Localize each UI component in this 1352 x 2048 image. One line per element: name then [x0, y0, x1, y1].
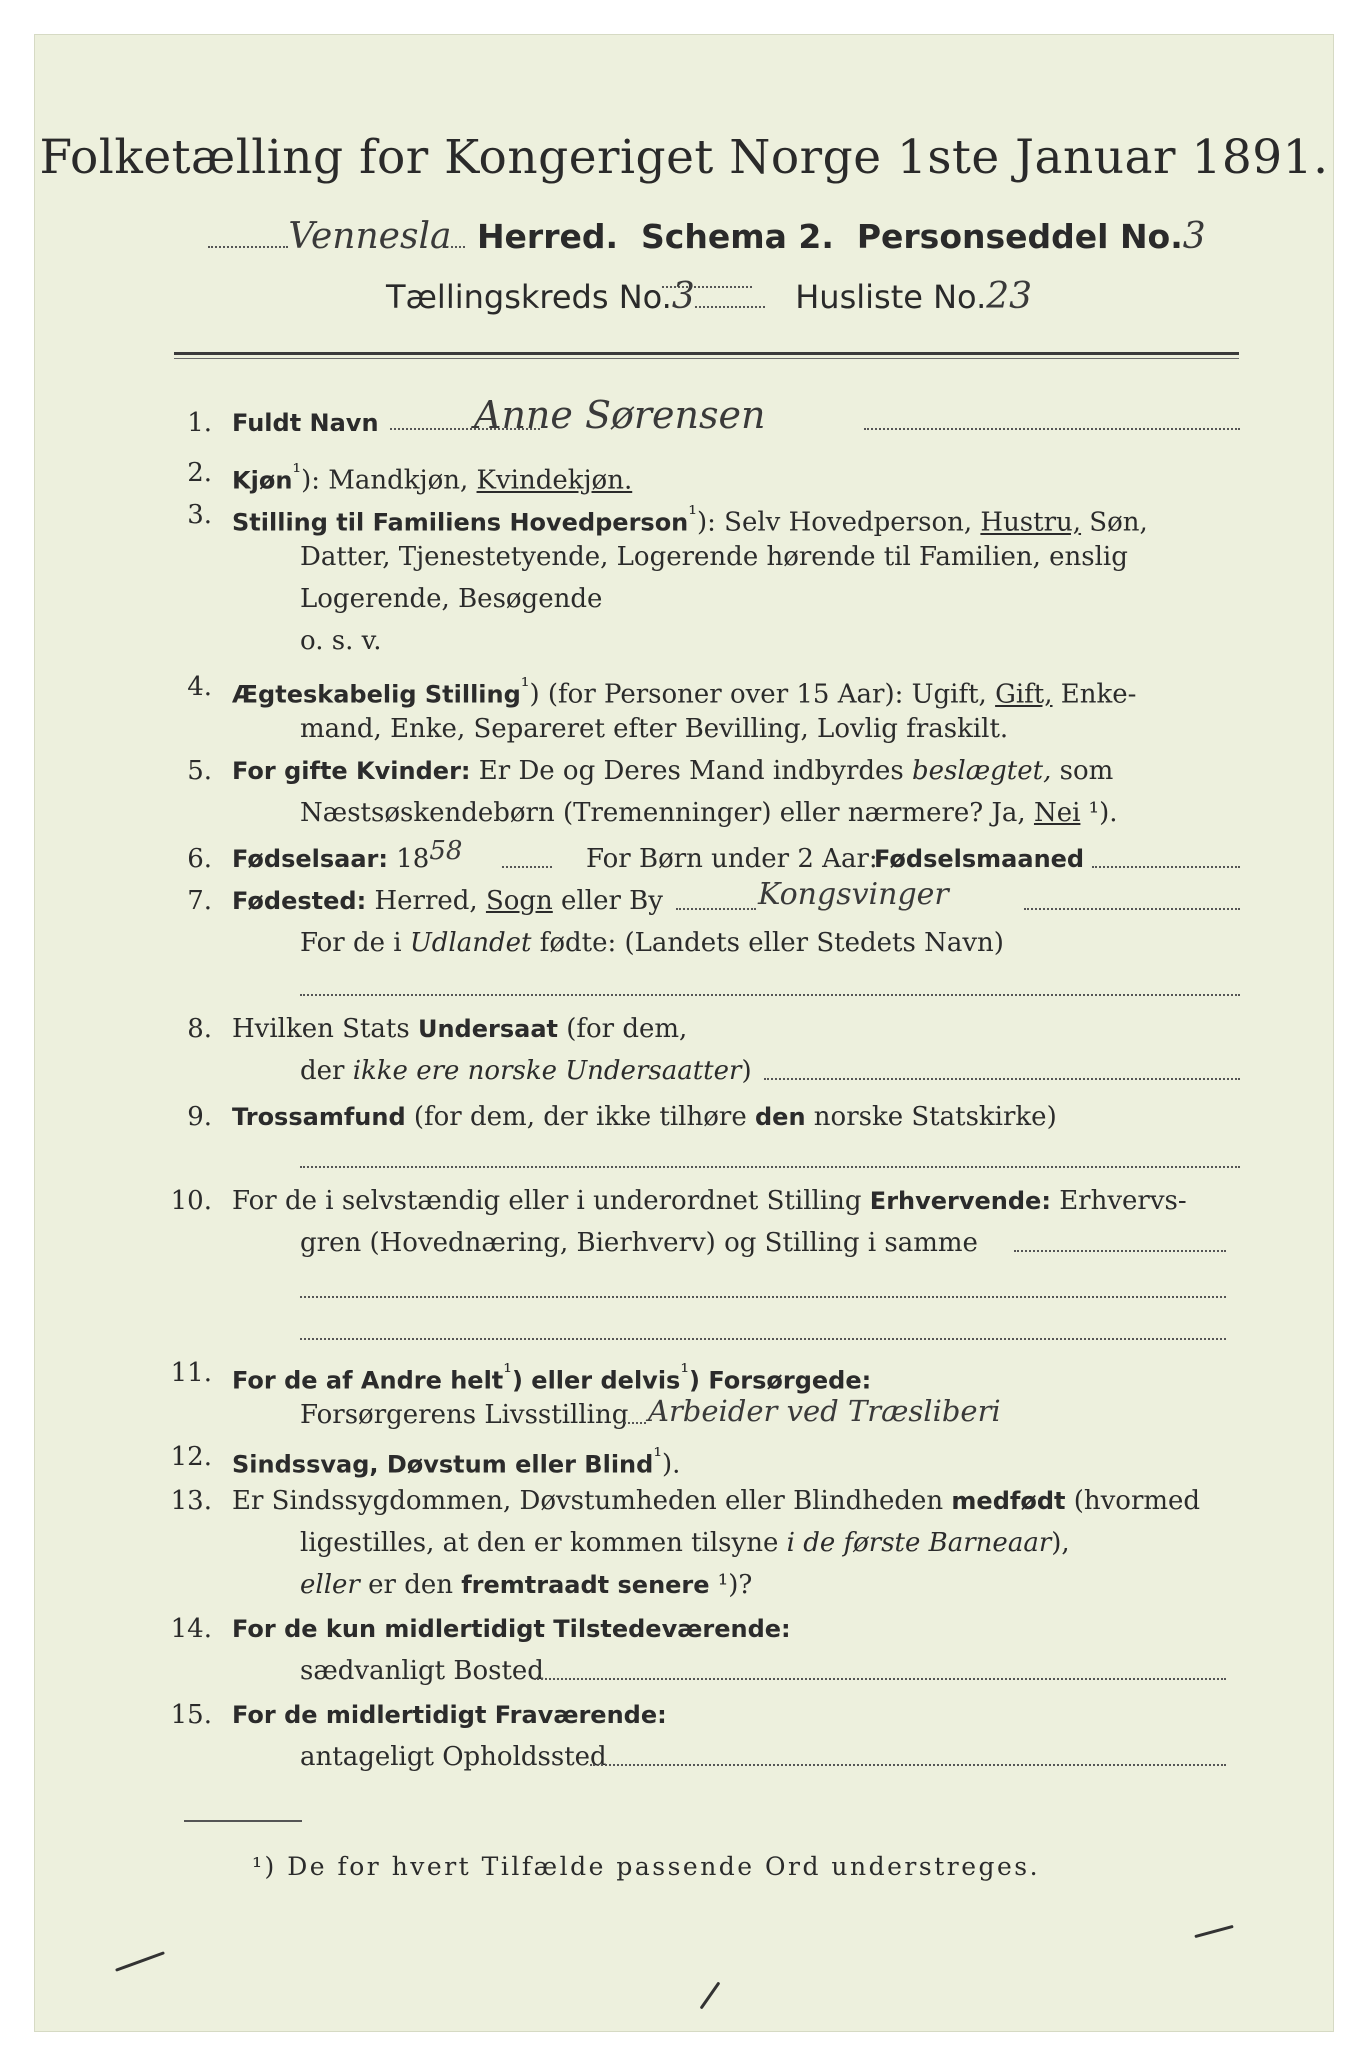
footnote-mark: ¹	[292, 460, 302, 485]
question-text: er den	[359, 1570, 462, 1600]
question-text: antageligt Opholdssted	[300, 1742, 607, 1772]
pen-mark	[700, 1982, 721, 2010]
question-text: som	[1051, 756, 1114, 786]
question-label: Fødselsaar:	[232, 845, 388, 873]
question-text: norske Statskirke)	[805, 1102, 1057, 1132]
question-text: eller By	[552, 886, 663, 916]
underlined-choice: Sogn	[485, 886, 553, 916]
footnote-rule	[184, 1820, 302, 1822]
header-rule-thin	[174, 358, 1239, 359]
question-text: (for dem, der ikke tilhøre	[405, 1102, 755, 1132]
answer-line	[300, 1338, 1226, 1340]
question-text: Er Sindssygdommen, Døvstumheden eller Blindheden	[232, 1486, 952, 1516]
question-number: 5.	[187, 756, 212, 786]
question-text-italic: i de første Barneaar	[786, 1528, 1052, 1558]
underlined-choice: Hustru,	[980, 507, 1082, 538]
form-subheader-2	[184, 276, 1234, 317]
question-label: Sindssvag, Døvstum eller Blind	[232, 1450, 654, 1479]
answer-line	[300, 1166, 1240, 1168]
question-text: For de i	[300, 928, 410, 958]
footnote-mark: ¹	[653, 1444, 662, 1469]
question-text: mand, Enke, Separeret efter Bevilling, Lovlig fraskilt.	[300, 714, 1009, 744]
question-text: o. s. v.	[300, 626, 382, 656]
question-text: (for dem,	[557, 1014, 688, 1044]
question-label: Fødselsmaaned	[874, 845, 1085, 873]
herred-label: Herred.	[476, 217, 619, 256]
question-label: Ægteskabelig Stilling	[232, 680, 521, 709]
footnote-mark: ¹	[688, 502, 697, 527]
question-label: ) Forsørgede:	[689, 1366, 872, 1395]
header-rule	[174, 352, 1239, 355]
question-text: Enke-	[1052, 679, 1137, 710]
question-number: 4.	[187, 672, 212, 702]
herred-value: Vennesla	[288, 216, 452, 257]
question-number: 6.	[187, 844, 212, 874]
underlined-choice: Gift,	[995, 679, 1053, 710]
question-label: Kjøn	[232, 466, 293, 495]
question-text: ¹).	[1080, 798, 1118, 828]
answer-line	[300, 1296, 1226, 1298]
name-answer: Anne Sørensen	[474, 393, 766, 437]
question-number: 11.	[170, 1358, 212, 1388]
question-label: Trossamfund	[232, 1103, 406, 1131]
footnote-mark: ¹	[503, 1360, 512, 1385]
question-text: ligestilles, at den er kommen tilsyne	[300, 1528, 787, 1558]
schema-label: Schema 2.	[641, 217, 834, 256]
question-number: 15.	[170, 1700, 212, 1730]
question-text: Hvilken Stats	[232, 1014, 418, 1044]
pen-mark	[1194, 1925, 1233, 1938]
question-text: Datter, Tjenestetyende, Logerende hørende til Familien, enslig	[300, 542, 1128, 572]
question-number: 9.	[187, 1102, 212, 1132]
kreds-value: 3	[671, 276, 695, 317]
question-text-italic: Udlandet	[409, 928, 532, 958]
question-label: For de kun midlertidigt Tilstedeværende:	[232, 1615, 791, 1643]
kreds-label: Tællingskreds No.	[385, 278, 672, 316]
question-text: Herred,	[366, 886, 486, 916]
question-label: medfødt	[951, 1487, 1066, 1515]
birthplace-answer: Kongsvinger	[758, 877, 949, 912]
footnote-mark: ¹	[680, 1360, 690, 1385]
question-text: Næstsøskendebørn (Tremenninger) eller nærmere? Ja,	[300, 798, 1034, 828]
question-text-italic: ikke ere norske Undersaatter	[352, 1056, 742, 1086]
form-title: Folketælling for Kongeriget Norge 1ste Januar 1891.	[39, 130, 1329, 185]
footnote-mark: ¹	[520, 674, 530, 699]
question-number: 3.	[187, 500, 212, 530]
question-text: ).	[662, 1449, 681, 1480]
dotted-fill	[208, 246, 288, 248]
husliste-value: 23	[986, 276, 1033, 317]
answer-line	[300, 994, 1240, 996]
question-text: Er De og Deres Mand indbyrdes	[470, 756, 913, 786]
question-number: 1.	[187, 408, 212, 438]
question-text: der	[300, 1056, 353, 1086]
question-label: Fuldt Navn	[232, 409, 379, 437]
question-label: For de midlertidigt Fraværende:	[232, 1701, 667, 1729]
question-text: (hvormed	[1065, 1486, 1201, 1516]
question-number: 8.	[187, 1014, 212, 1044]
question-text: ): Selv Hovedperson,	[696, 507, 981, 538]
question-text: ),	[1051, 1528, 1070, 1558]
question-text-bold: den	[754, 1103, 806, 1131]
question-text: For Børn under 2 Aar:	[586, 844, 878, 874]
question-label: ) eller delvis	[511, 1366, 681, 1395]
question-number: 7.	[187, 886, 212, 916]
husliste-label: Husliste No.	[795, 278, 987, 316]
pen-mark	[115, 1951, 165, 1972]
question-text-italic: eller	[300, 1570, 360, 1600]
question-text: ): Mandkjøn,	[301, 465, 477, 496]
question-number: 12.	[170, 1442, 212, 1472]
question-number: 2.	[187, 458, 212, 488]
footnote: ¹) De for hvert Tilfælde passende Ord understreges.	[252, 1852, 1041, 1881]
question-number: 14.	[170, 1614, 212, 1644]
provider-occupation-answer: Arbeider ved Træsliberi	[648, 1394, 1001, 1428]
question-label: Erhvervende:	[869, 1187, 1051, 1215]
question-label: Undersaat	[417, 1015, 558, 1043]
underlined-choice: Kvindekjøn.	[476, 465, 633, 496]
question-text: fødte: (Landets eller Stedets Navn)	[531, 928, 1004, 958]
question-label: Fødested:	[232, 887, 367, 915]
census-form-page	[34, 34, 1334, 2032]
question-text: Logerende, Besøgende	[300, 584, 603, 614]
personseddel-value: 3	[1182, 216, 1206, 257]
question-text: For de i selvstændig eller i underordnet Stilling	[232, 1186, 870, 1216]
year-prefix: 18	[388, 844, 430, 874]
question-text: ¹)?	[709, 1570, 753, 1600]
question-label: For gifte Kvinder:	[232, 757, 471, 785]
question-number: 13.	[170, 1486, 212, 1516]
question-text: Søn,	[1081, 507, 1148, 538]
question-label: Stilling til Familiens Hovedperson	[232, 508, 689, 537]
question-text: sædvanligt Bosted	[300, 1656, 544, 1686]
question-text: ) (for Personer over 15 Aar): Ugift,	[529, 679, 996, 710]
question-text: gren (Hovednæring, Bierhverv) og Stilling i samme	[300, 1228, 978, 1258]
question-text: Erhvervs-	[1050, 1186, 1187, 1216]
question-text: Forsørgerens Livsstilling	[300, 1400, 629, 1430]
question-text-italic: beslægtet,	[912, 756, 1052, 786]
birth-year-answer: 58	[429, 836, 463, 866]
question-number: 10.	[170, 1186, 212, 1216]
underlined-choice: Nei	[1033, 798, 1081, 828]
question-text: )	[741, 1056, 752, 1086]
question-label: For de af Andre helt	[232, 1366, 504, 1395]
question-text-bold: fremtraadt senere	[461, 1571, 710, 1599]
personseddel-label: Personseddel No.	[856, 217, 1183, 256]
